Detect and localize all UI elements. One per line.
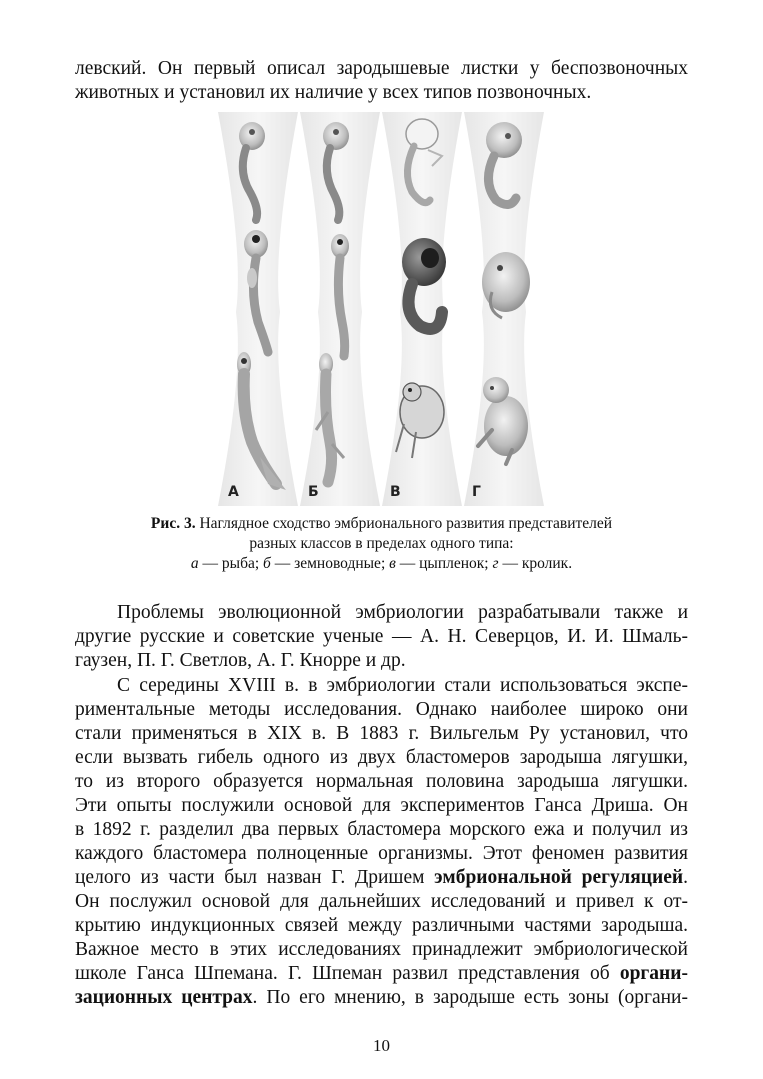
text-line: Он послужил основой для дальнейших исследований и привел к от- xyxy=(75,891,688,912)
text-line: риментальные методы исследования. Однако наиболее широко они xyxy=(75,699,688,720)
text-line: гаузен, П. Г. Светлов, А. Г. Кнорре и др. xyxy=(75,650,406,671)
term-embryonic-regulation: эмбриональной регуляцией xyxy=(434,867,684,888)
text-line: целого из части был назван Г. Дришем эмбриональной регуляцией. xyxy=(75,867,688,888)
figure-caption-line: а — рыба; б — земноводные; в — цыпленок; г — кролик. xyxy=(190,555,573,572)
column-label-v: В xyxy=(390,484,401,500)
text-line: левский. Он первый описал зародышевые листки у беспозвоночных xyxy=(75,58,688,79)
column-label-g: Г xyxy=(472,484,481,500)
column-label-a: А xyxy=(228,484,239,500)
text-line: в 1892 г. разделил два первых бластомера морского ежа и получил из xyxy=(75,819,688,840)
text-line: животных и установил их наличие у всех типов позвоночных. xyxy=(75,82,592,103)
text-line: крытию индукционных связей между различными частями зародыша. xyxy=(75,915,688,936)
figure-caption-line: разных классов в пределах одного типа: xyxy=(249,535,514,552)
text-line: стали применяться в XIX в. В 1883 г. Вильгельм Ру установил, что xyxy=(75,723,688,744)
term-organization-centers-cont: зационных центрах xyxy=(75,987,253,1008)
text-line: то из второго образуется нормальная половина зародыша лягушки. xyxy=(75,771,688,792)
text-line: зационных центрах. По его мнению, в зародыше есть зоны (органи- xyxy=(75,987,688,1008)
text-line: школе Ганса Шпемана. Г. Шпеман развил представления об органи- xyxy=(75,963,688,984)
text-line: другие русские и советские ученые — А. Н. Северцов, И. И. Шмаль- xyxy=(75,626,688,647)
term-organization-centers: органи- xyxy=(619,963,688,984)
embryo-comparison-figure xyxy=(216,112,546,506)
column-label-b: Б xyxy=(308,484,319,500)
figure-label: Рис. 3. xyxy=(150,515,196,532)
figure-caption-line: Рис. 3. Наглядное сходство эмбрионального развития представителей xyxy=(150,515,613,532)
text-line: каждого бластомера полноценные организмы. Этот феномен развития xyxy=(75,843,688,864)
text-line: С середины XVIII в. в эмбриологии стали использоваться экспе- xyxy=(117,675,688,696)
page-number: 10 xyxy=(373,1036,390,1055)
text-line: Важное место в этих исследованиях принадлежит эмбриологической xyxy=(75,939,688,960)
text-line: Проблемы эволюционной эмбриологии разрабатывали также и xyxy=(117,602,688,623)
text-line: если вызвать гибель одного из двух бластомеров зародыша лягушки, xyxy=(75,747,688,768)
text-line: Эти опыты послужили основой для экспериментов Ганса Дриша. Он xyxy=(75,795,688,816)
